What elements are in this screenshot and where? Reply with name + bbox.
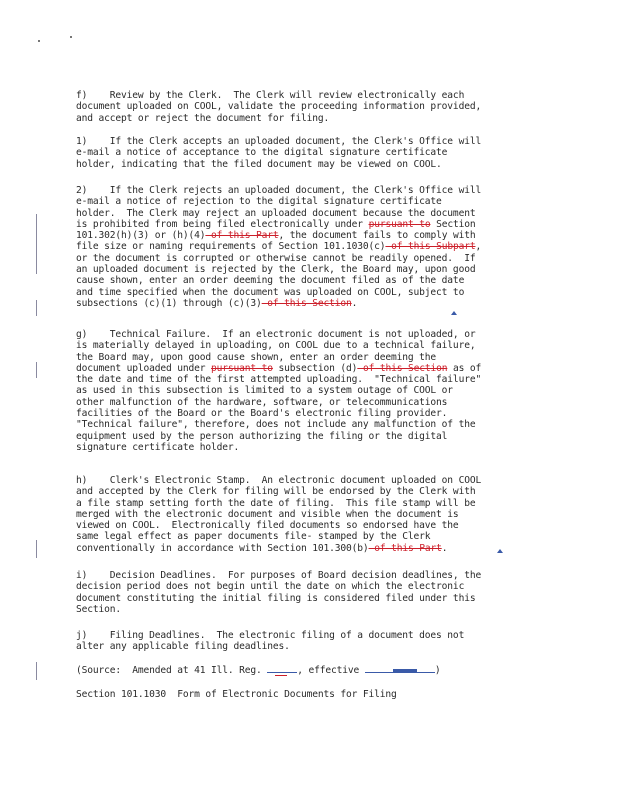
revision-bar [36, 362, 37, 378]
text-line: a file stamp setting forth the date of filing. This file stamp will be [76, 497, 476, 509]
text-line: viewed on COOL. Electronically filed documents so endorsed have the [76, 520, 459, 532]
text-line: "Technical failure", therefore, does not include any malfunction of the [76, 419, 476, 431]
text-line: j) Filing Deadlines. The electronic filing of a document does not [76, 630, 465, 641]
insertion-caret [451, 311, 457, 315]
text-line: Section [430, 218, 476, 230]
deleted-text: pursuant to [368, 218, 431, 230]
revision-bar [36, 214, 37, 274]
paragraph-f [76, 90, 546, 124]
text-line: merged with the electronic document and visible when the document is [76, 508, 459, 520]
deleted-text: pursuant to [211, 362, 273, 374]
text-line: cause shown, enter an order deeming the document filed as of the date [76, 275, 465, 287]
text-line: other malfunction of the hardware, software, or telecommunications [76, 396, 448, 408]
scan-speck [38, 40, 40, 42]
revision-bar [36, 300, 37, 316]
paragraph-h [76, 475, 546, 554]
text-line: subsections (c)(1) through (c)(3) [76, 297, 262, 309]
text-line: and accepted by the Clerk for filing will be endorsed by the Clerk with [76, 486, 476, 498]
text-line: signature certificate holder. [76, 441, 240, 453]
text-line: g) Technical Failure. If an electronic document is not uploaded, or [76, 329, 476, 340]
text-line: the date and time of the first attempted uploading. "Technical failure" [76, 374, 482, 386]
text-line: Section 101.1030 Form of Electronic Documents for Filing [76, 689, 397, 700]
text-line: e-mail a notice of rejection to the digital signature certificate [76, 196, 442, 208]
paragraph-i [76, 570, 546, 615]
text-line: holder. The Clerk may reject an uploaded document because the document [76, 207, 476, 219]
text-line: 1) If the Clerk accepts an uploaded document, the Clerk's Office will [76, 136, 482, 147]
blank-effective-date [365, 672, 435, 673]
text-line: (Source: Amended at 41 Ill. Reg. [76, 665, 268, 676]
text-line: as used in this subsection is limited to a system outage of COOL or [76, 385, 453, 397]
text-line: . [351, 297, 358, 309]
text-line: facilities of the Board or the Board's electronic filing provider. [76, 408, 448, 420]
text-line: file size or naming requirements of Section 101.1030(c) [76, 241, 386, 253]
insertion-caret [497, 549, 503, 553]
text-line: as of [447, 362, 482, 374]
text-line: ) [434, 665, 441, 676]
text-line: 101.302(h)(3) or (h)(4) [76, 230, 206, 242]
text-line: document constituting the initial filing is considered filed under this [76, 592, 476, 604]
revision-bar [36, 540, 37, 558]
text-line: equipment used by the person authorizing the filing or the digital [76, 430, 448, 442]
paragraph-g [76, 329, 546, 453]
text-line: e-mail a notice of acceptance to the digital signature certificate [76, 147, 448, 159]
text-line: Section. [76, 603, 122, 615]
text-line: document uploaded on COOL, validate the proceeding information provided, [76, 101, 482, 113]
deleted-text: of this Subpart [385, 241, 476, 253]
section-heading [76, 689, 546, 700]
text-line: is materially delayed in uploading, on COOL due to a technical failure, [76, 340, 476, 352]
text-line: or the document is corrupted or otherwise cannot be readily opened. If [76, 252, 476, 264]
text-line: the Board may, upon good cause shown, enter an order deeming the [76, 351, 437, 363]
text-line: 2) If the Clerk rejects an uploaded document, the Clerk's Office will [76, 185, 482, 196]
deleted-text: of this Part [205, 230, 279, 242]
paragraph-j [76, 630, 546, 653]
text-line: f) Review by the Clerk. The Clerk will review electronically each [76, 90, 465, 101]
text-line: i) Decision Deadlines. For purposes of Board decision deadlines, the [76, 570, 482, 581]
paragraph-f1 [76, 136, 546, 170]
blank-register-number [267, 672, 297, 673]
deleted-text: of this Section [261, 297, 352, 309]
text-line: decision period does not begin until the date on which the electronic [76, 581, 465, 593]
text-line: holder, indicating that the filed document may be viewed on COOL. [76, 158, 442, 170]
text-line: and time specified when the document was uploaded on COOL, subject to [76, 286, 465, 298]
text-line: h) Clerk's Electronic Stamp. An electronic document uploaded on COOL [76, 475, 482, 486]
text-line: , [475, 241, 482, 253]
text-line: alter any applicable filing deadlines. [76, 641, 290, 653]
text-line: document uploaded under [76, 362, 212, 374]
source-note [76, 665, 546, 676]
text-line: , the document fails to comply with [278, 230, 476, 242]
text-line: same legal effect as paper documents file- stamped by the Clerk [76, 531, 431, 543]
text-line: is prohibited from being filed electronically under [76, 218, 369, 230]
text-line: an uploaded document is rejected by the Clerk, the Board may, upon good [76, 264, 476, 276]
paragraph-f2 [76, 185, 546, 309]
scan-speck [70, 36, 72, 38]
text-line: conventionally in accordance with Section 101.300(b) [76, 542, 369, 554]
text-line: , effective [297, 665, 365, 676]
text-line: and accept or reject the document for filing. [76, 112, 330, 124]
deleted-text: of this Part [368, 542, 442, 554]
text-line: . [441, 542, 448, 554]
deleted-text: of this Section [357, 362, 448, 374]
revision-bar [36, 662, 37, 680]
text-line: subsection (d) [272, 362, 358, 374]
